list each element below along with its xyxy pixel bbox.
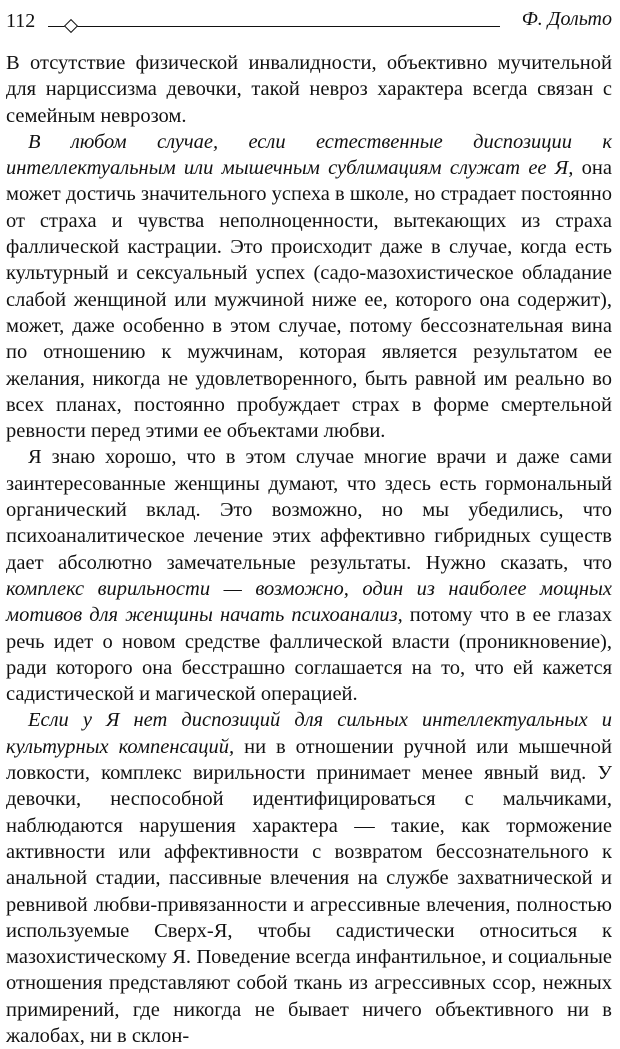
running-head-author: Ф. Дольто [521,8,612,30]
italic-text-run: Если у Я нет диспозиций для сильных интеллектуальных и культурных компенсаций, [6,709,612,758]
italic-text-run: комплекс вирильности — возможно, один из наиболее мощных мотивов для женщины начать психоанализ, [6,577,612,627]
page-number: 112 [6,10,36,32]
paragraph [6,707,612,1049]
diamond-ornament-icon [64,19,78,33]
italic-text-run: В любом случае, если естественные диспозиции к интеллектуальным или мышечным сублимациям служат ее Я, [6,130,612,180]
paragraph [6,50,612,129]
body-text [6,50,612,1049]
page-header [6,8,612,36]
text-run: потому что в ее глазах речь идет о новом средстве фаллической власти (проникновение), ради которого она бесстрашно соглашается на то, что ей кажется садистической и магической операцией. [6,604,612,706]
text-run: Я знаю хорошо, что в этом случае многие врачи и даже сами заинтересованные женщины думают, что здесь есть гормональный органический вклад. Это возможно, но мы убедились, что психоаналитическое лечение этих аффективно гибридных существ дает абсолютно замечательные результаты. Нужно сказать, что [6,446,612,574]
text-run: она может достичь значительного успеха в школе, но страдает постоянно от страха и чувства неполноценности, вытекающих из страха фаллической кастрации. Это происходит даже в случае, когда есть культурный и сексуальный успех (садо-мазохистическое обладание слабой женщиной или мужчиной ниже ее, которого она содержит), может, даже особенно в этом случае, потому бессознательная вина по отношению к мужчинам, которая является результатом ее желания, никогда не удовлетворенного, быть равной им реально во всех планах, постоянно пробуждает страх в форме смертельной ревности перед этими ее объектами любви. [6,157,612,443]
text-run: ни в отношении ручной или мышечной ловкости, комплекс вирильности принимает менее явный вид. У девочки, неспособной идентифицироваться с мальчиками, наблюдаются нарушения характера — такие, как торможение активности или аффективности с возвратом бессознательного к анальной стадии, пассивные влечения на службе захватнической и ревнивой любви-привязанности и агрессивные влечения, полностью используемые Сверх-Я, чтобы садистически относиться к мазохистическому Я. Поведение всегда инфантильное, и социальные отношения представляют собой ткань из агрессивных ссор, нежных примирений, где никогда не бывает ничего объективного ни в жалобах, ни в склон- [6,735,612,1047]
paragraph [6,129,612,445]
paragraph [6,444,612,707]
header-rule [48,26,500,27]
text-run: В отсутствие физической инвалидности, объективно мучительной для нарциссизма девочки, такой невроз характера всегда связан с семейным неврозом. [6,52,612,127]
